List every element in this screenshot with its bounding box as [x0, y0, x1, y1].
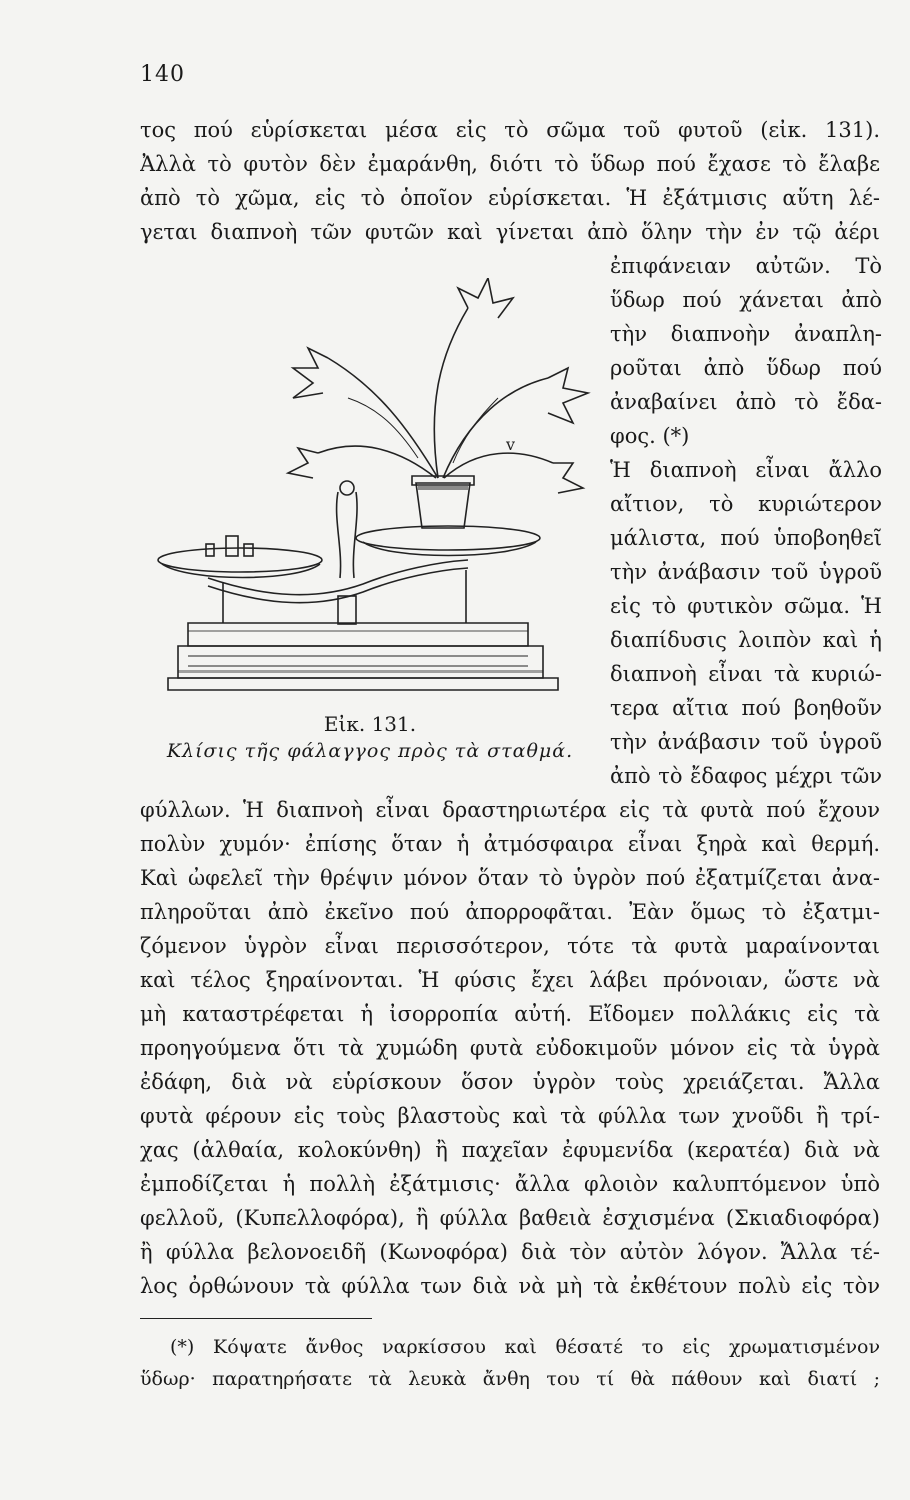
text-line: ὕδωρ πού χάνεται ἀπὸ: [610, 288, 882, 312]
text-line: ἢ φύλλα βελονοειδῆ (Κωνοφόρα) διὰ τὸν αὐτὸν λόγον. Ἄλλα τέ-: [140, 1240, 880, 1264]
text-line: Ἀλλὰ τὸ φυτὸν δὲν ἐμαράνθη, διότι τὸ ὕδωρ πού ἔχασε τὸ ἔλαβε: [140, 152, 880, 176]
text-line: χας (ἀλθαία, κολοκύνθη) ἢ παχεῖαν ἐφυμενίδα (κερατέα) διὰ νὰ: [140, 1138, 880, 1162]
text-line: τος πού εὑρίσκεται μέσα εἰς τὸ σῶμα τοῦ φυτοῦ (εἰκ. 131).: [140, 118, 880, 142]
text-line: φος. (*): [610, 424, 690, 448]
figure-label: Εἰκ. 131.: [323, 712, 417, 736]
text-line: Ἡ διαπνοὴ εἶναι ἄλλο: [610, 458, 882, 482]
figure-caption: Κλίσις τῆς φάλαγγος πρὸς τὰ σταθμά.: [166, 740, 574, 762]
text-line: Καὶ ὠφελεῖ τὴν θρέψιν μόνον ὅταν τὸ ὑγρὸν πού ἐξατμίζεται ἀνα-: [140, 866, 880, 890]
balance-scale-illustration: [148, 278, 598, 708]
footnote-line: (*) Κόψατε ἄνθος ναρκίσσου καὶ θέσατέ το εἰς χρωματισμένον: [170, 1336, 880, 1358]
text-line: διαπνοὴ εἶναι τὰ κυριώ-: [610, 662, 882, 686]
balance-scale-figure: [148, 278, 598, 738]
text-line: τερα αἴτια πού βοηθοῦν: [610, 696, 882, 720]
text-line: φύλλων. Ἡ διαπνοὴ εἶναι δραστηριωτέρα εἰς τὰ φυτὰ πού ἔχουν: [140, 798, 880, 822]
footnote-divider: [140, 1318, 372, 1319]
text-line: ροῦται ἀπὸ ὕδωρ πού: [610, 356, 882, 380]
text-line: φελλοῦ, (Κυπελλοφόρα), ἢ φύλλα βαθειὰ ἐσχισμένα (Σκιαδιοφόρα): [140, 1206, 880, 1230]
text-line: ἀπὸ τὸ χῶμα, εἰς τὸ ὁποῖον εὑρίσκεται. Ἡ ἐξάτμισις αὕτη λέ-: [140, 186, 880, 210]
text-line: καὶ τέλος ξηραίνονται. Ἡ φύσις ἔχει λάβει πρόνοιαν, ὥστε νὰ: [140, 968, 880, 992]
figure-marker: v: [506, 435, 516, 454]
text-line: ἐπιφάνειαν αὐτῶν. Τὸ: [610, 254, 882, 278]
text-line: λος ὀρθώνουν τὰ φύλλα των διὰ νὰ μὴ τὰ ἐκθέτουν πολὺ εἰς τὸν: [140, 1274, 880, 1298]
text-line: ἀπὸ τὸ ἔδαφος μέχρι τῶν: [610, 764, 882, 788]
text-line: ἀναβαίνει ἀπὸ τὸ ἔδα-: [610, 390, 882, 414]
text-line: πληροῦται ἀπὸ ἐκεῖνο πού ἀπορροφᾶται. Ἐὰν ὅμως τὸ ἐξατμι-: [140, 900, 880, 924]
text-line: μάλιστα, πού ὑποβοηθεῖ: [610, 526, 882, 550]
text-line: εἰς τὸ φυτικὸν σῶμα. Ἡ: [610, 594, 882, 618]
text-line: φυτὰ φέρουν εἰς τοὺς βλαστοὺς καὶ τὰ φύλλα των χνοῦδι ἢ τρί-: [140, 1104, 880, 1128]
page-number: 140: [140, 62, 185, 87]
text-line: γεται διαπνοὴ τῶν φυτῶν καὶ γίνεται ἀπὸ ὅλην τὴν ἐν τῷ ἀέρι: [140, 220, 880, 244]
text-line: μὴ καταστρέφεται ἡ ἰσορροπία αὐτή. Εἴδομεν πολλάκις εἰς τὰ: [140, 1002, 880, 1026]
text-line: ἐδάφη, διὰ νὰ εὑρίσκουν ὅσον ὑγρὸν τοὺς χρειάζεται. Ἄλλα: [140, 1070, 880, 1094]
text-line: πολὺν χυμόν· ἐπίσης ὅταν ἡ ἀτμόσφαιρα εἶναι ξηρὰ καὶ θερμή.: [140, 832, 880, 856]
text-line: προηγούμενα ὅτι τὰ χυμώδη φυτὰ εὐδοκιμοῦν μόνον εἰς τὰ ὑγρὰ: [140, 1036, 880, 1060]
text-line: διαπίδυσις λοιπὸν καὶ ἡ: [610, 628, 882, 652]
text-line: τὴν ἀνάβασιν τοῦ ὑγροῦ: [610, 730, 882, 754]
text-line: τὴν ἀνάβασιν τοῦ ὑγροῦ: [610, 560, 882, 584]
text-line: ἐμποδίζεται ἡ πολλὴ ἐξάτμισις· ἄλλα φλοιὸν καλυπτόμενον ὑπὸ: [140, 1172, 880, 1196]
text-line: ζόμενον ὑγρὸν εἶναι περισσότερον, τότε τὰ φυτὰ μαραίνονται: [140, 934, 880, 958]
text-line: τὴν διαπνοὴν ἀναπλη-: [610, 322, 882, 346]
footnote-line: ὕδωρ· παρατηρήσατε τὰ λευκὰ ἄνθη του τί θὰ πάθουν καὶ διατί ;: [140, 1368, 880, 1390]
text-line: αἴτιον, τὸ κυριώτερον: [610, 492, 882, 516]
